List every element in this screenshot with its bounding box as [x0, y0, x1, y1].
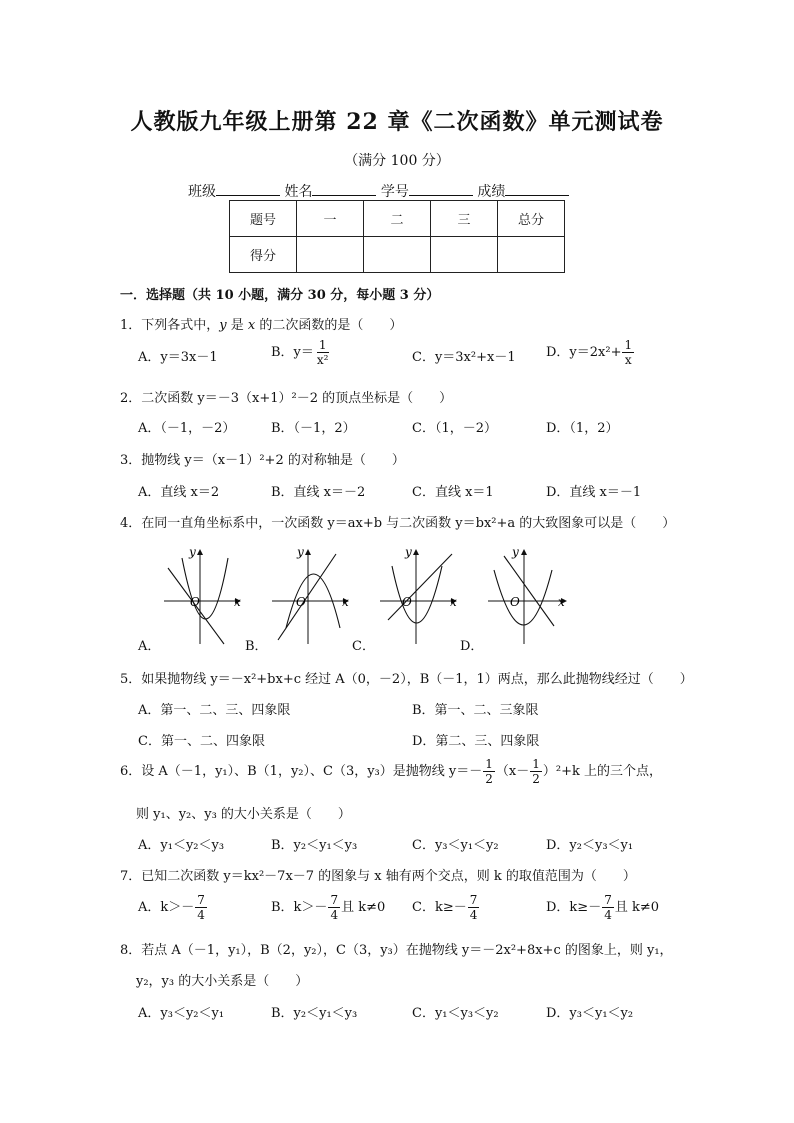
score-table [229, 200, 565, 273]
q7-option-b-text: 且 k≠0 [341, 900, 386, 915]
table-cell: 总分 [498, 201, 565, 237]
fraction-numerator: 7 [469, 893, 478, 907]
q1-var-x: x [247, 318, 256, 333]
q2-option-c[interactable]: C．（1，－2） [412, 421, 497, 436]
q6-option-d[interactable]: D．y₂＜y₃＜y₁ [546, 838, 634, 853]
q4-option-b[interactable]: B． [245, 639, 268, 654]
q3-option-a[interactable]: A．直线 x＝2 [138, 485, 220, 500]
q1-option-a[interactable]: A．y＝3x－1 [138, 350, 218, 365]
score-input-cell[interactable] [498, 237, 565, 273]
page-title: 人教版九年级上册第 22 章《二次函数》单元测试卷 [130, 109, 664, 135]
q1-option-b[interactable] [271, 338, 331, 367]
class-label: 班级 [188, 184, 216, 200]
q6-option-c[interactable]: C．y₃＜y₁＜y₂ [412, 838, 499, 853]
q1-option-d-text: D．y＝2x²+ [546, 345, 622, 360]
q3-option-c[interactable]: C．直线 x＝1 [412, 485, 494, 500]
section-heading: 一．选择题（共 10 小题，满分 30 分，每小题 3 分） [120, 288, 440, 303]
axis-x-label: x [450, 595, 457, 609]
question-4-stem: 4．在同一直角坐标系中，一次函数 y＝ax+b 与二次函数 y＝bx²+a 的大致图象可以是（ ） [120, 516, 676, 531]
table-cell: 题号 [230, 201, 297, 237]
fraction [602, 893, 614, 922]
question-8-stem-line2: y₂，y₃ 的大小关系是（ ） [136, 974, 309, 989]
question-6-stem-line2: 则 y₁、y₂、y₃ 的大小关系是（ ） [136, 807, 351, 822]
fraction-denominator: 4 [604, 908, 612, 922]
parabola [494, 570, 552, 625]
origin-label: O [402, 595, 412, 609]
line [388, 554, 452, 620]
student-id-blank[interactable] [409, 181, 473, 196]
fraction-denominator: 4 [330, 908, 339, 922]
q6-stem-part: ）²+k 上的三个点， [542, 764, 662, 779]
name-label: 姓名 [284, 184, 313, 200]
axis-y-label: y [189, 545, 196, 559]
axis-y-label: y [405, 545, 412, 559]
q3-option-d[interactable]: D．直线 x＝－1 [546, 485, 642, 500]
fraction-denominator: 4 [197, 908, 205, 922]
fraction [530, 757, 542, 786]
q1-var-y: y [219, 318, 227, 333]
score-input-cell[interactable] [364, 237, 431, 273]
fraction-numerator: 7 [604, 893, 612, 907]
fraction [468, 893, 480, 922]
fraction-numerator: 1 [624, 338, 633, 352]
line [278, 554, 336, 640]
score-input-cell[interactable] [431, 237, 498, 273]
q3-option-b[interactable]: B．直线 x＝－2 [271, 485, 366, 500]
axis-y-label: y [297, 545, 304, 559]
question-8-stem: 8．若点 A（－1，y₁），B（2，y₂），C（3，y₃）在抛物线 y＝－2x²+8x+c 的图象上，则 y₁， [120, 943, 673, 958]
q1-stem-part: 的二次函数的是（ ） [255, 318, 403, 333]
q7-option-a-text: A．k＞－ [138, 900, 195, 915]
parabola [392, 566, 442, 623]
fraction [315, 338, 331, 367]
fraction-denominator: 4 [469, 908, 478, 922]
q1-option-b-text: B．y＝ [271, 345, 314, 360]
class-blank[interactable] [216, 181, 280, 196]
fraction-numerator: 1 [532, 757, 540, 771]
q8-option-d[interactable]: D．y₃＜y₁＜y₂ [546, 1006, 634, 1021]
fraction-numerator: 7 [197, 893, 205, 907]
student-id-label: 学号 [380, 184, 409, 200]
table-cell: 三 [431, 201, 498, 237]
fraction-denominator: 2 [532, 772, 540, 786]
origin-label: O [296, 595, 306, 609]
q7-option-b[interactable] [271, 893, 385, 922]
graph-b[interactable] [272, 545, 349, 644]
q4-graphs [160, 540, 630, 650]
q7-option-d[interactable] [546, 893, 659, 922]
question-6-stem [120, 757, 662, 786]
graph-a[interactable] [164, 545, 241, 644]
axis-x-label: x [234, 595, 241, 609]
q8-option-b[interactable]: B．y₂＜y₁＜y₃ [271, 1006, 358, 1021]
q1-option-c[interactable]: C．y＝3x²+x－1 [412, 350, 516, 365]
table-cell: 得分 [230, 237, 297, 273]
fraction-denominator: x² [316, 353, 329, 367]
origin-label: O [190, 595, 200, 609]
q5-option-b[interactable]: B．第一、二、三象限 [412, 703, 539, 718]
q5-option-c[interactable]: C．第一、二、四象限 [138, 734, 265, 749]
q7-option-a[interactable] [138, 893, 208, 922]
origin-label: O [510, 595, 520, 609]
score-table-score-row [230, 237, 565, 273]
question-2-stem: 2．二次函数 y＝－3（x+1）²－2 的顶点坐标是（ ） [120, 391, 453, 406]
score-table-header-row [230, 201, 565, 237]
q6-option-b[interactable]: B．y₂＜y₁＜y₃ [271, 838, 358, 853]
fraction [622, 338, 634, 367]
q7-option-d-text: 且 k≠0 [614, 900, 660, 915]
q5-option-d[interactable]: D．第二、三、四象限 [412, 734, 540, 749]
fraction-numerator: 1 [318, 338, 327, 352]
q7-option-d-text: D．k≥－ [546, 900, 602, 915]
q8-option-c[interactable]: C．y₁＜y₃＜y₂ [412, 1006, 499, 1021]
axis-x-label: x [558, 595, 565, 609]
fraction-denominator: 2 [485, 772, 493, 786]
name-blank[interactable] [312, 181, 376, 196]
q2-option-d[interactable]: D．（1，2） [546, 421, 619, 436]
q4-option-a[interactable]: A． [138, 639, 161, 654]
fraction-numerator: 1 [485, 757, 493, 771]
fraction-denominator: x [624, 353, 632, 367]
q1-stem-part: 是 [226, 318, 248, 333]
q4-option-d[interactable]: D． [460, 639, 484, 654]
q8-option-a[interactable]: A．y₃＜y₂＜y₁ [138, 1006, 225, 1021]
q6-stem-part: 6．设 A（－1，y₁）、B（1，y₂）、C（3，y₃）是抛物线 y＝－ [120, 764, 483, 779]
fraction [195, 893, 207, 922]
table-cell: 一 [297, 201, 364, 237]
q6-option-a[interactable]: A．y₁＜y₂＜y₃ [138, 838, 225, 853]
q7-option-c-text: C．k≥－ [412, 900, 467, 915]
score-label: 成绩 [477, 184, 506, 200]
fraction [483, 757, 495, 786]
question-5-stem: 5．如果抛物线 y＝－x²+bx+c 经过 A（0，－2），B（－1，1）两点，那么此抛物线经过（ ） [120, 672, 693, 687]
question-1-stem [120, 314, 402, 333]
q7-option-c[interactable] [412, 893, 480, 922]
graph-c[interactable] [380, 545, 457, 644]
q2-option-b[interactable]: B．（－1，2） [271, 421, 356, 436]
q1-option-d[interactable] [546, 338, 635, 367]
student-info-line [188, 181, 569, 201]
fraction-numerator: 7 [330, 893, 339, 907]
q4-option-c[interactable]: C． [352, 639, 375, 654]
q7-option-b-text: B．k＞－ [271, 900, 328, 915]
fraction [328, 893, 340, 922]
question-3-stem: 3．抛物线 y＝（x－1）²+2 的对称轴是（ ） [120, 453, 405, 468]
q6-stem-part: （x－ [495, 764, 530, 779]
subtitle: （满分 100 分） [344, 153, 450, 169]
score-input-cell[interactable] [297, 237, 364, 273]
parabola [182, 558, 228, 619]
table-cell: 二 [364, 201, 431, 237]
q5-option-a[interactable]: A．第一、二、三、四象限 [138, 703, 291, 718]
axis-y-label: y [512, 545, 519, 559]
question-7-stem: 7．已知二次函数 y＝kx²－7x－7 的图象与 x 轴有两个交点，则 k 的取值范围为（ ） [120, 869, 636, 884]
graph-d[interactable] [488, 545, 566, 644]
q1-stem-part: 1．下列各式中， [120, 318, 220, 333]
axis-x-label: x [342, 595, 349, 609]
q2-option-a[interactable]: A．（－1，－2） [138, 421, 236, 436]
score-blank[interactable] [505, 181, 569, 196]
